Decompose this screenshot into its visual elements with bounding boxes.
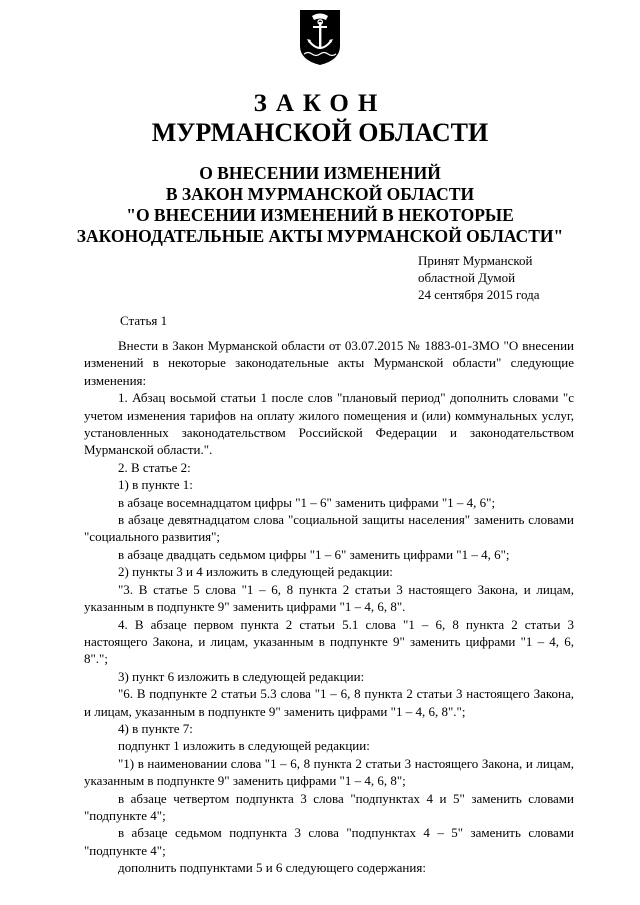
subtitle-line: "О ВНЕСЕНИИ ИЗМЕНЕНИЙ В НЕКОТОРЫЕ bbox=[126, 205, 514, 225]
subtitle-line: ЗАКОНОДАТЕЛЬНЫЕ АКТЫ МУРМАНСКОЙ ОБЛАСТИ" bbox=[76, 226, 564, 246]
paragraph: "3. В статье 5 слова "1 – 6, 8 пункта 2 статьи 3 настоящего Закона, и лицам, указанным в подпункте 9" заменить цифрами "1 – 4, 6, 8". bbox=[84, 581, 574, 615]
subtitle-line: В ЗАКОН МУРМАНСКОЙ ОБЛАСТИ bbox=[165, 184, 475, 204]
paragraph: Внести в Закон Мурманской области от 03.07.2015 № 1883-01-ЗМО "О внесении изменений в некоторые законодательные акты Мурманской области" следующие изменения: bbox=[84, 338, 574, 388]
paragraph: в абзаце двадцать седьмом цифры "1 – 6" заменить цифрами "1 – 4, 6"; bbox=[118, 546, 510, 562]
region-heading: МУРМАНСКОЙ ОБЛАСТИ bbox=[151, 118, 489, 147]
subtitle-line: О ВНЕСЕНИИ ИЗМЕНЕНИЙ bbox=[199, 163, 441, 183]
paragraph: 1) в пункте 1: bbox=[118, 477, 193, 493]
paragraph: дополнить подпунктами 5 и 6 следующего содержания: bbox=[118, 860, 426, 876]
paragraph: 2) пункты 3 и 4 изложить в следующей редакции: bbox=[118, 564, 393, 580]
coat-of-arms-emblem bbox=[298, 8, 342, 66]
paragraph: 3) пункт 6 изложить в следующей редакции: bbox=[118, 668, 365, 684]
adoption-line: Принят Мурманской bbox=[418, 253, 533, 268]
law-subtitle bbox=[60, 163, 580, 247]
adoption-block bbox=[418, 252, 540, 303]
article-heading: Статья 1 bbox=[120, 313, 168, 328]
paragraph: в абзаце девятнадцатом слова "социальной защиты населения" заменить словами "социального развития"; bbox=[84, 512, 574, 545]
adoption-line: областной Думой bbox=[418, 270, 516, 285]
paragraph: 4. В абзаце первом пункта 2 статьи 5.1 слова "1 – 6, 8 пункта 2 статьи 3 настоящего Закона, и лицам, указанным в подпункте 9" заменить цифрами "1 – 4, 6, 8"."; bbox=[84, 616, 574, 667]
paragraph: 4) в пункте 7: bbox=[118, 720, 193, 736]
paragraph: в абзаце восемнадцатом цифры "1 – 6" заменить цифрами "1 – 4, 6"; bbox=[118, 494, 496, 510]
adoption-date: 24 сентября 2015 года bbox=[418, 287, 540, 302]
law-body bbox=[84, 337, 574, 877]
paragraph: "1) в наименовании слова "1 – 6, 8 пункта 2 статьи 3 настоящего Закона, и лицам, указанным в подпункте 9" заменить цифрами "1 – 4, 6, 8"; bbox=[84, 755, 574, 789]
paragraph: 1. Абзац восьмой статьи 1 после слов "плановый период" дополнить словами "с учетом изменения тарифов на оплату жилого помещения и (или) коммунальных услуг, установленных законодательством Российской Федерации и законодательством Мурманской области.". bbox=[84, 390, 574, 458]
paragraph: в абзаце четвертом подпункта 3 слова "подпунктах 4 и 5" заменить словами "подпункте 4"; bbox=[84, 790, 574, 823]
law-heading: ЗАКОН bbox=[253, 90, 387, 117]
paragraph: подпункт 1 изложить в следующей редакции: bbox=[118, 738, 370, 754]
paragraph: в абзаце седьмом подпункта 3 слова "подпунктах 4 – 5" заменить словами "подпункте 4"; bbox=[84, 825, 574, 858]
paragraph: 2. В статье 2: bbox=[118, 459, 191, 475]
paragraph: "6. В подпункте 2 статьи 5.3 слова "1 – 6, 8 пункта 2 статьи 3 настоящего Закона, и лицам, указанным в подпункте 9" заменить цифрами "1 – 4, 6, 8"."; bbox=[84, 686, 574, 719]
